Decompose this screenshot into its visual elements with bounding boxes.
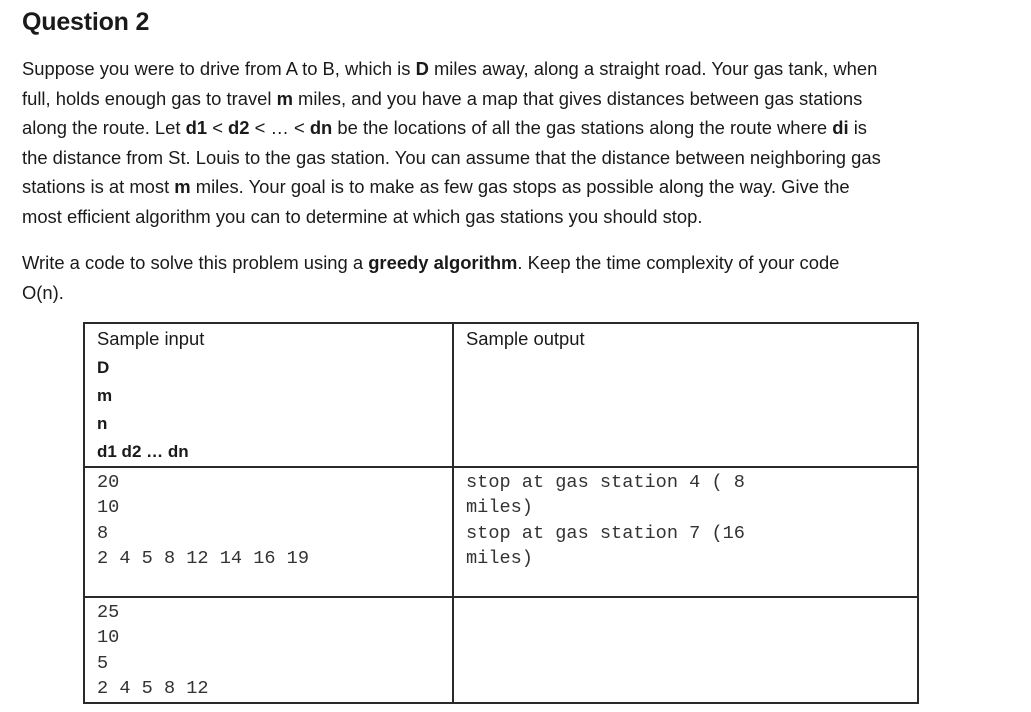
- statement-line: [22, 202, 881, 232]
- sample-output-header: Sample output: [466, 328, 585, 349]
- input-line: 5: [97, 652, 109, 674]
- input-line: 2 4 5 8 12: [97, 677, 209, 699]
- question-title: Question 2: [22, 8, 150, 36]
- table-row: [84, 597, 918, 703]
- text-run: stations is at most: [22, 176, 175, 198]
- output-line: miles): [466, 497, 533, 519]
- text-run: most efficient algorithm you can to determine at which gas stations you should stop.: [22, 205, 703, 227]
- bold-run: D: [415, 58, 429, 79]
- text-run: miles. Your goal is to make as few gas stops as possible along the way. Give the: [190, 176, 850, 198]
- text-run: the distance from St. Louis to the gas station. You can assume that the distance between neighboring gas: [22, 146, 881, 168]
- problem-statement: [22, 54, 881, 232]
- output-header-cell: [453, 323, 918, 467]
- input-var-distances: d1 d2 … dn: [97, 442, 189, 461]
- input-line: 10: [97, 627, 120, 649]
- bold-run: d1: [185, 117, 208, 139]
- text-run: . Keep the time complexity of your code: [517, 252, 840, 273]
- bold-run: m: [276, 87, 293, 109]
- statement-line: [22, 172, 881, 202]
- sample-output-cell: [453, 467, 918, 597]
- text-run: <: [207, 117, 229, 139]
- input-var-n: n: [97, 414, 108, 433]
- instruction-line: [22, 248, 839, 278]
- text-run: < … <: [249, 117, 310, 139]
- sample-input-cell: [84, 467, 453, 597]
- table-header-row: [84, 323, 918, 467]
- bold-run: di: [832, 117, 849, 139]
- text-run: O(n).: [22, 281, 64, 303]
- text-run: is: [848, 117, 867, 139]
- output-line: stop at gas station 4 ( 8: [466, 472, 745, 493]
- text-run: along the route. Let: [22, 117, 186, 139]
- input-line: 20: [97, 472, 120, 493]
- statement-line: [22, 54, 881, 84]
- instruction-line: [22, 278, 839, 308]
- sample-input-cell: [84, 597, 453, 703]
- text-run: full, holds enough gas to travel: [22, 87, 277, 109]
- text-run: Suppose you were to drive from A to B, which is: [22, 58, 416, 79]
- output-line: stop at gas station 7 (16: [466, 522, 745, 544]
- input-header-cell: [84, 323, 453, 467]
- input-line: 2 4 5 8 12 14 16 19: [97, 547, 310, 569]
- bold-run: dn: [309, 117, 333, 139]
- input-line: 8: [97, 522, 109, 544]
- bold-run: greedy algorithm: [368, 252, 518, 273]
- text-run: Write a code to solve this problem using a: [22, 252, 369, 273]
- input-line: 25: [97, 602, 120, 623]
- sample-output-cell: [453, 597, 918, 703]
- bold-run: d2: [228, 117, 250, 139]
- input-line: 10: [97, 497, 120, 519]
- text-run: miles, and you have a map that gives distances between gas stations: [292, 87, 863, 109]
- bold-run: m: [174, 176, 191, 198]
- output-line: miles): [466, 547, 533, 569]
- input-var-d: D: [97, 358, 110, 377]
- task-instruction: [22, 248, 839, 307]
- text-run: be the locations of all the gas stations along the route where: [332, 117, 833, 139]
- statement-line: [22, 113, 881, 143]
- sample-input-header: Sample input: [97, 328, 205, 349]
- input-var-m: m: [97, 386, 113, 405]
- statement-line: [22, 84, 881, 114]
- text-run: miles away, along a straight road. Your gas tank, when: [428, 58, 878, 79]
- statement-line: [22, 143, 881, 173]
- table-row: [84, 467, 918, 597]
- sample-io-table: [83, 322, 919, 704]
